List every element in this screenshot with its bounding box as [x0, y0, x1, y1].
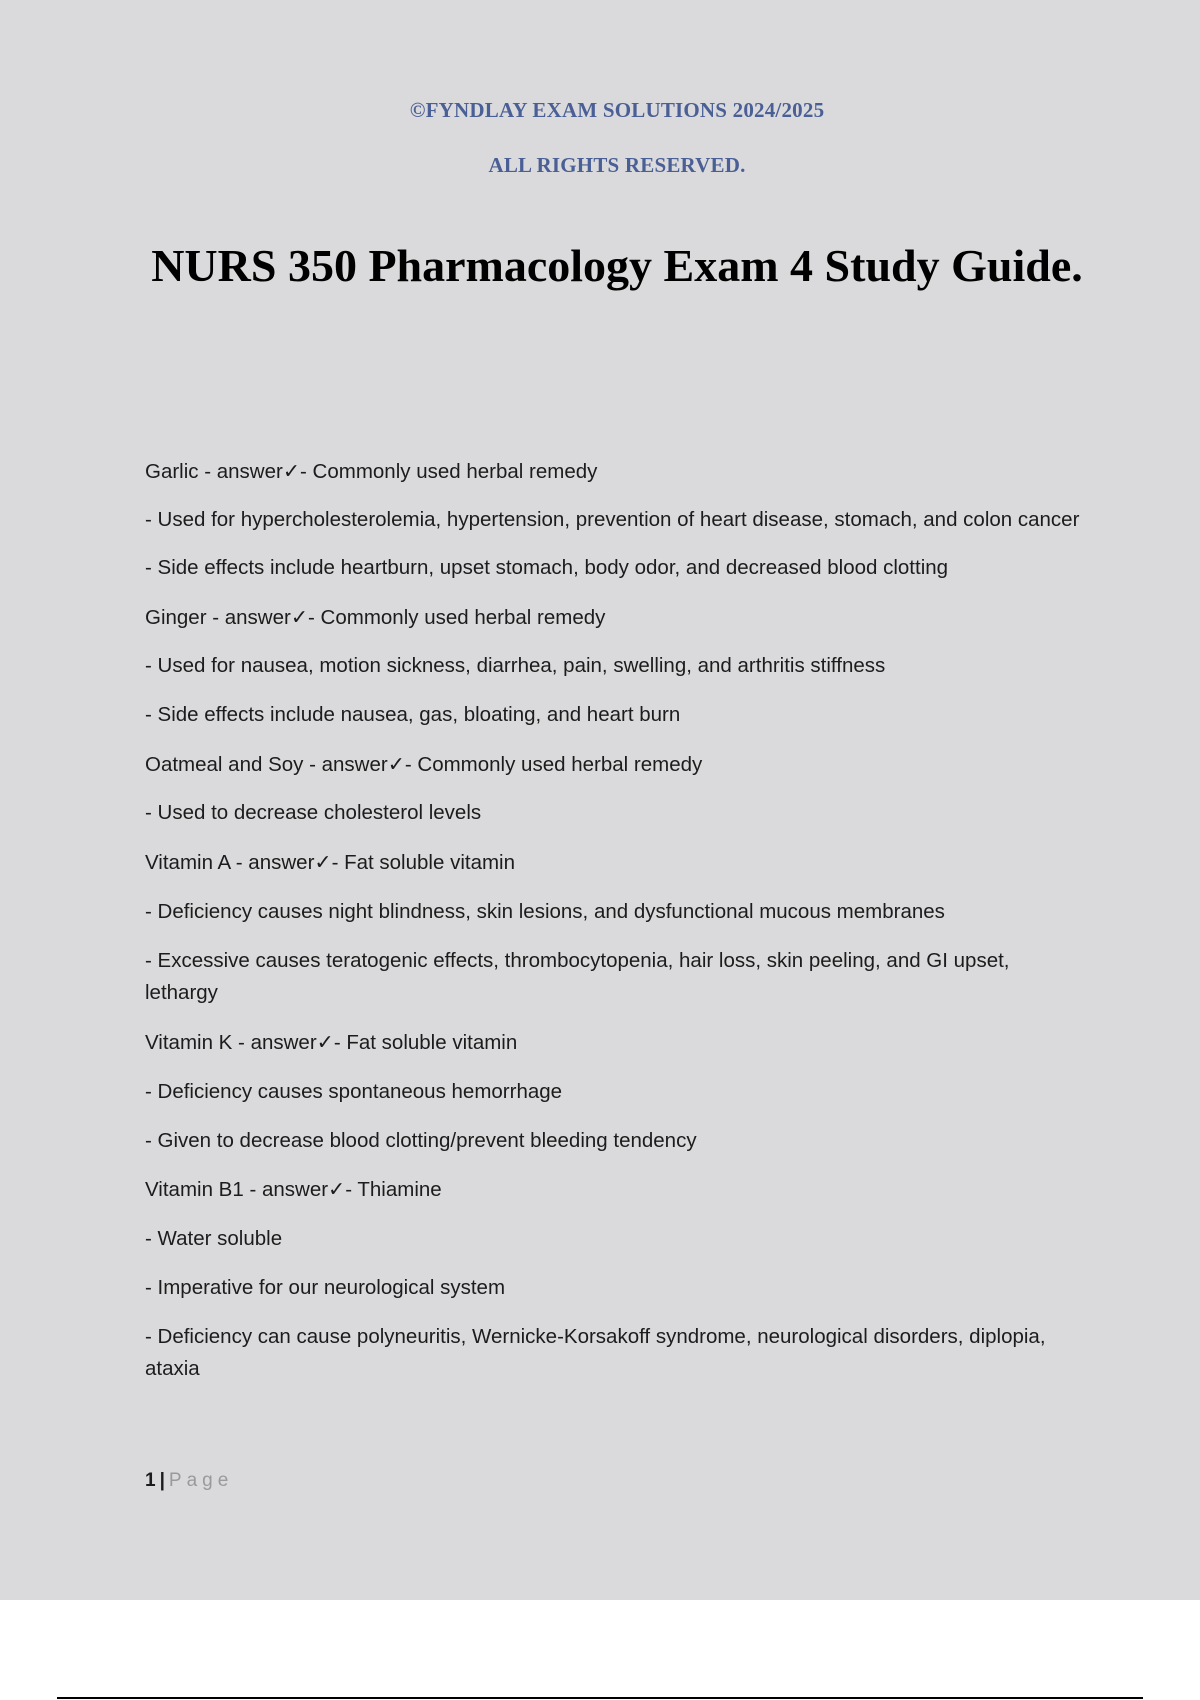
- entry-vitamin-a: Vitamin A - answer✓- Fat soluble vitamin: [145, 851, 516, 874]
- entry-vitamin-k: Vitamin K - answer✓- Fat soluble vitamin: [145, 1031, 518, 1054]
- entry-bullet: - Side effects include heartburn, upset stomach, body odor, and decreased blood clotting: [145, 556, 949, 579]
- document-title: NURS 350 Pharmacology Exam 4 Study Guide.: [151, 240, 1083, 291]
- bottom-divider: [57, 1697, 1143, 1699]
- copyright-header: ©FYNDLAY EXAM SOLUTIONS 2024/2025: [409, 98, 825, 122]
- entry-bullet: - Used to decrease cholesterol levels: [145, 801, 482, 824]
- entry-bullet: - Water soluble: [145, 1227, 283, 1250]
- entry-bullet: - Deficiency causes spontaneous hemorrhage: [145, 1080, 563, 1103]
- entry-bullet: - Side effects include nausea, gas, bloating, and heart burn: [145, 703, 681, 726]
- entry-bullet: - Used for hypercholesterolemia, hypertension, prevention of heart disease, stomach, and colon cancer: [145, 508, 1080, 531]
- entry-vitamin-b1: Vitamin B1 - answer✓- Thiamine: [145, 1178, 442, 1201]
- entry-oatmeal-soy: Oatmeal and Soy - answer✓- Commonly used herbal remedy: [145, 753, 703, 776]
- rights-reserved-header: ALL RIGHTS RESERVED.: [488, 153, 746, 177]
- entry-bullet: - Used for nausea, motion sickness, diarrhea, pain, swelling, and arthritis stiffness: [145, 654, 886, 677]
- entry-ginger: Ginger - answer✓- Commonly used herbal remedy: [145, 606, 606, 629]
- entry-bullet: - Given to decrease blood clotting/prevent bleeding tendency: [145, 1129, 697, 1152]
- entry-garlic: Garlic - answer✓- Commonly used herbal remedy: [145, 460, 598, 483]
- page-footer: [145, 1470, 233, 1492]
- page-label: Page: [168, 1470, 234, 1491]
- entry-bullet: - Deficiency can cause polyneuritis, Wernicke-Korsakoff syndrome, neurological disorders, diplopia, ataxia: [145, 1325, 1046, 1380]
- entry-bullet: - Imperative for our neurological system: [145, 1276, 506, 1299]
- footer-separator: |: [159, 1470, 165, 1491]
- page-number: 1: [145, 1470, 156, 1491]
- entry-bullet: - Deficiency causes night blindness, skin lesions, and dysfunctional mucous membranes: [145, 900, 945, 923]
- study-guide-content: [145, 456, 1080, 1385]
- entry-bullet: - Excessive causes teratogenic effects, thrombocytopenia, hair loss, skin peeling, and GI upset, lethargy: [145, 949, 1010, 1004]
